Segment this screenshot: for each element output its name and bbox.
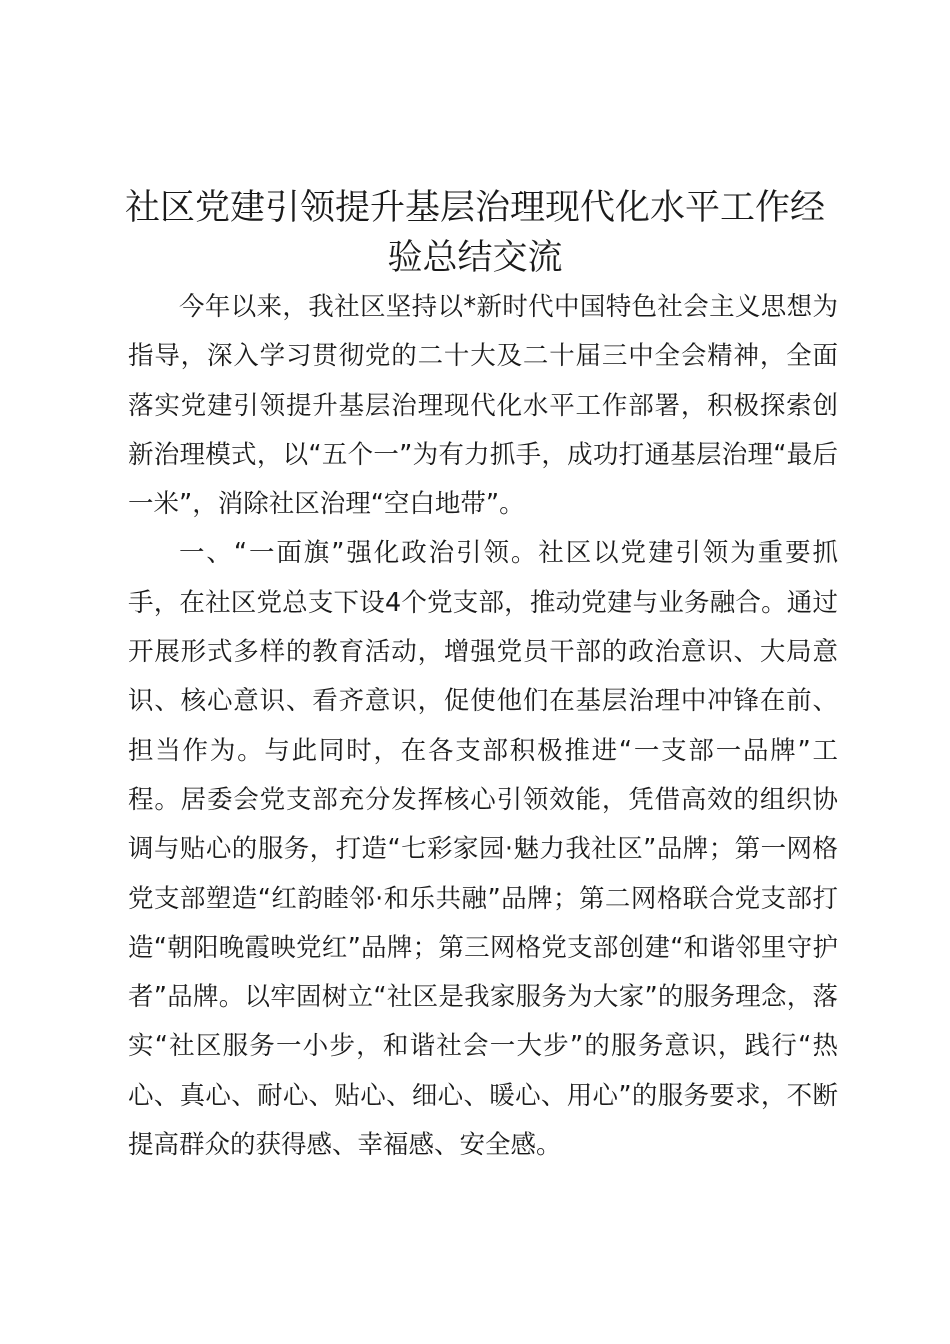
document-title: 社区党建引领提升基层治理现代化水平工作经验总结交流 (124, 188, 825, 278)
section-one-paragraph: 一、“一面旗”强化政治引领。社区以党建引领为重要抓手，在社区党总支下设4个党支部，推动党建与业务融合。通过开展形式多样的教育活动，增强党员干部的政治意识、大局意识、核心意识、看齐意识，促使他们在基层治理中冲锋在前、担当作为。与此同时，在各支部积极推进“一支部一品牌”工程。居委会党支部充分发挥核心引领效能，凭借高效的组织协调与贴心的服务，打造“七彩家园·魅力我社区”品牌；第一网格党支部塑造“红韵睦邻·和乐共融”品牌；第二网格联合党支部打造“朝阳晚霞映党红”品牌；第三网格党支部创建“和谐邻里守护者”品牌。以牢固树立“社区是我家服务为大家”的服务理念，落实“社区服务一小步，和谐社会一大步”的服务意识，践行“热心、真心、耐心、贴心、细心、暖心、用心”的服务要求，不断提高群众的获得感、幸福感、安全感。 (128, 538, 838, 1161)
intro-paragraph: 今年以来，我社区坚持以*新时代中国特色社会主义思想为指导，深入学习贯彻党的二十大及二十届三中全会精神，全面落实党建引领提升基层治理现代化水平工作部署，积极探索创新治理模式，以“五个一”为有力抓手，成功打通基层治理“最后一米”，消除社区治理“空白地带”。 (128, 292, 838, 520)
document-body (128, 283, 838, 1170)
